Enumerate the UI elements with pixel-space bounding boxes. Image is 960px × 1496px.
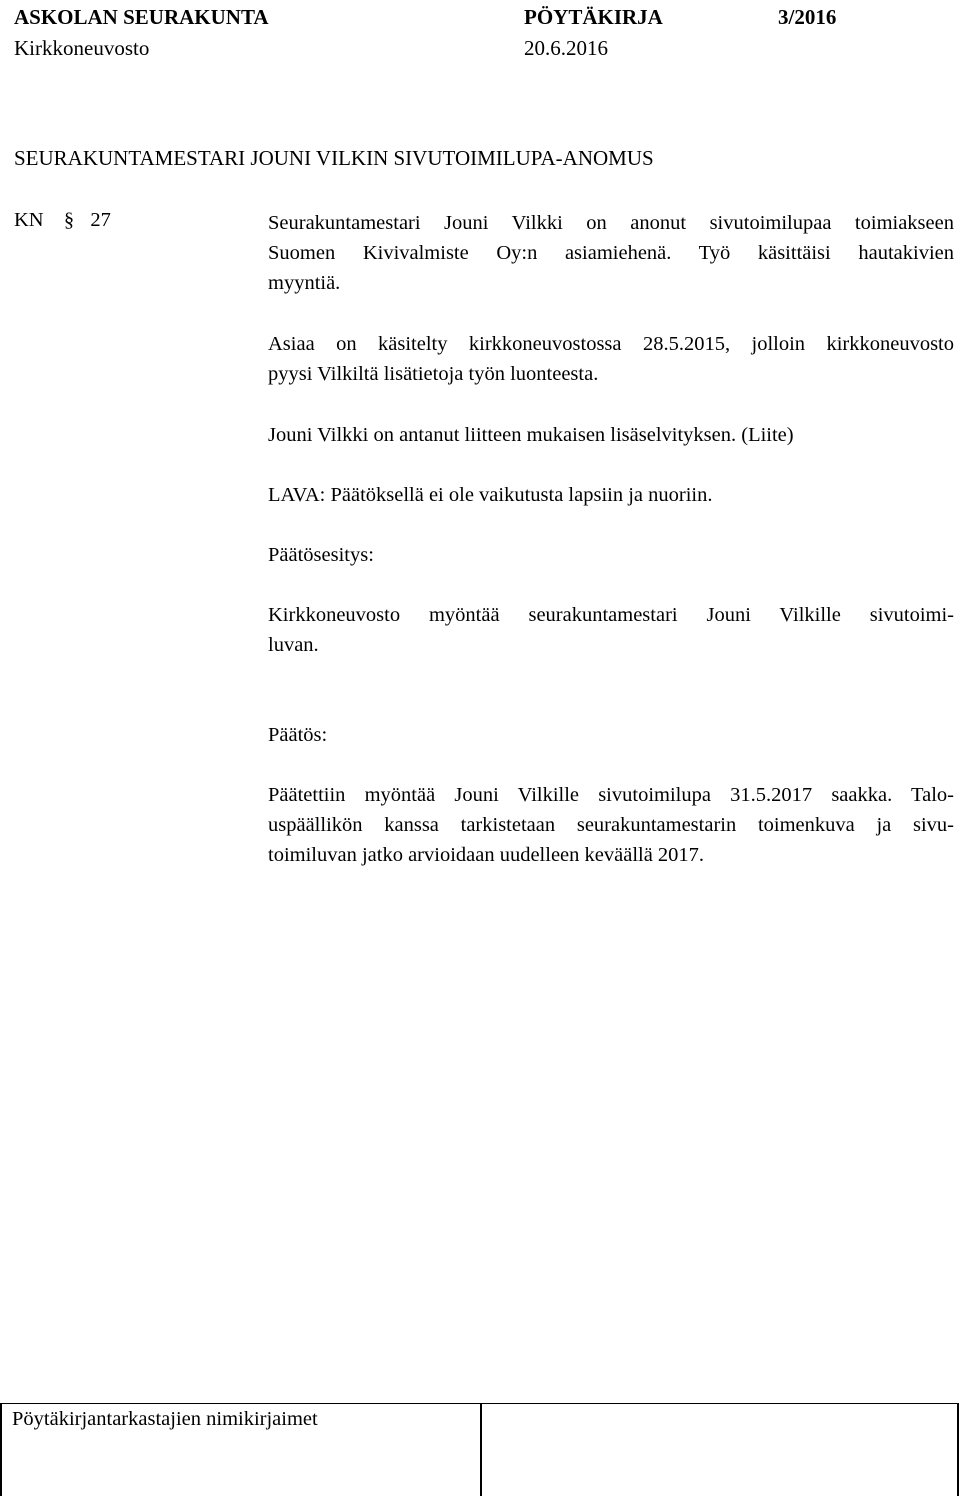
kn-label: KN (14, 209, 44, 231)
governing-body: Kirkkoneuvosto (14, 36, 150, 60)
p1-line2: Suomen Kivivalmiste Oy:n asiamiehenä. Työ käsittäisi hautakivien (268, 242, 954, 264)
section-title: SEURAKUNTAMESTARI JOUNI VILKIN SIVUTOIMILUPA-ANOMUS (14, 146, 654, 170)
decision-line3: toimiluvan jatko arvioidaan uudelleen keväällä 2017. (268, 844, 705, 866)
paragraph-sign: § (63, 209, 75, 231)
footer-right-border (957, 1403, 959, 1496)
section-body (268, 208, 954, 870)
proposal-line2: luvan. (268, 634, 319, 656)
p2-line2: pyysi Vilkiltä lisätietoja työn luonteesta. (268, 363, 599, 385)
p1-line1: Seurakuntamestari Jouni Vilkki on anonut sivutoimilupaa toimiakseen (268, 212, 954, 234)
proposal-line1: Kirkkoneuvosto myöntää seurakuntamestari Jouni Vilkille sivutoimi- (268, 604, 954, 626)
parish-name: ASKOLAN SEURAKUNTA (14, 5, 269, 29)
footer-middle-divider (480, 1403, 482, 1496)
footer-label: Pöytäkirjantarkastajien nimikirjaimet (12, 1408, 318, 1430)
decision-line1: Päätettiin myöntää Jouni Vilkille sivutoimilupa 31.5.2017 saakka. Talo- (268, 784, 954, 806)
meeting-date: 20.6.2016 (524, 36, 608, 60)
decision-label: Päätös: (268, 724, 328, 746)
section-number (14, 208, 111, 234)
p2-line1: Asiaa on käsitelty kirkkoneuvostossa 28.5.2015, jolloin kirkkoneuvosto (268, 333, 954, 355)
p1-line3: myyntiä. (268, 272, 341, 294)
document-number: 3/2016 (778, 5, 837, 29)
decision-line2: uspäällikön kanssa tarkistetaan seurakuntamestarin toimenkuva ja sivu- (268, 814, 954, 836)
footer-left-border (0, 1403, 2, 1496)
proposal-label: Päätösesitys: (268, 544, 374, 566)
paragraph-number: 27 (90, 209, 111, 231)
document-type: PÖYTÄKIRJA (524, 5, 663, 29)
p3-text: Jouni Vilkki on antanut liitteen mukaisen lisäselvityksen. (Liite) (268, 424, 794, 446)
p4-lava: LAVA: Päätöksellä ei ole vaikutusta lapsiin ja nuoriin. (268, 484, 713, 506)
